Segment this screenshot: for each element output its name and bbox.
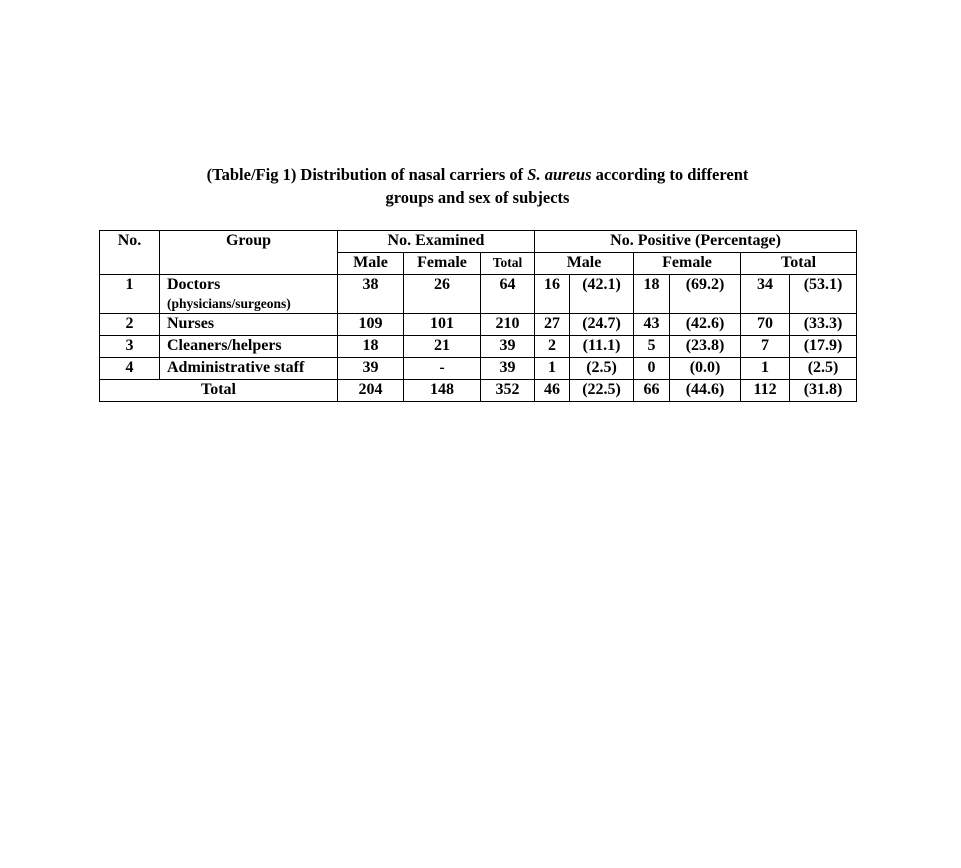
pos-total-pct: (33.3) — [790, 314, 857, 336]
table-row — [100, 358, 857, 380]
ex-female: 21 — [404, 336, 481, 358]
pos-male-count: 2 — [535, 336, 570, 358]
header-no: No. — [100, 231, 160, 275]
ex-total: 39 — [481, 336, 535, 358]
header-row-1 — [100, 231, 857, 253]
pos-female-count: 43 — [634, 314, 670, 336]
total-pos-female-pct: (44.6) — [670, 380, 741, 402]
pos-female-pct: (69.2) — [670, 275, 741, 314]
total-row — [100, 380, 857, 402]
table-row — [100, 275, 857, 314]
row-no: 3 — [100, 336, 160, 358]
pos-total-count: 34 — [741, 275, 790, 314]
pos-female-pct: (0.0) — [670, 358, 741, 380]
header-pos-male: Male — [535, 253, 634, 275]
pos-male-count: 16 — [535, 275, 570, 314]
ex-male: 109 — [338, 314, 404, 336]
pos-female-pct: (42.6) — [670, 314, 741, 336]
caption-suffix: according to different — [591, 165, 749, 184]
ex-total: 64 — [481, 275, 535, 314]
total-pos-male-pct: (22.5) — [570, 380, 634, 402]
header-pos-total: Total — [741, 253, 857, 275]
total-label: Total — [100, 380, 338, 402]
pos-total-count: 1 — [741, 358, 790, 380]
pos-male-pct: (42.1) — [570, 275, 634, 314]
pos-total-pct: (2.5) — [790, 358, 857, 380]
ex-female: - — [404, 358, 481, 380]
ex-male: 38 — [338, 275, 404, 314]
pos-total-count: 7 — [741, 336, 790, 358]
ex-male: 18 — [338, 336, 404, 358]
row-group: Nurses — [160, 314, 338, 336]
pos-male-count: 1 — [535, 358, 570, 380]
ex-female: 101 — [404, 314, 481, 336]
pos-male-pct: (11.1) — [570, 336, 634, 358]
total-ex-female: 148 — [404, 380, 481, 402]
ex-female: 26 — [404, 275, 481, 314]
total-ex-total: 352 — [481, 380, 535, 402]
ex-total: 210 — [481, 314, 535, 336]
row-no: 1 — [100, 275, 160, 314]
total-pos-total-count: 112 — [741, 380, 790, 402]
pos-male-count: 27 — [535, 314, 570, 336]
table-caption — [160, 163, 795, 209]
header-ex-total: Total — [481, 253, 535, 275]
row-no: 4 — [100, 358, 160, 380]
header-pos-female: Female — [634, 253, 741, 275]
total-pos-female-count: 66 — [634, 380, 670, 402]
header-examined: No. Examined — [338, 231, 535, 253]
pos-total-count: 70 — [741, 314, 790, 336]
header-ex-female: Female — [404, 253, 481, 275]
row-group — [160, 275, 338, 314]
header-group: Group — [160, 231, 338, 275]
group-sub-label: (physicians/surgeons) — [167, 296, 291, 311]
row-group: Cleaners/helpers — [160, 336, 338, 358]
pos-total-pct: (17.9) — [790, 336, 857, 358]
pos-female-count: 18 — [634, 275, 670, 314]
pos-total-pct: (53.1) — [790, 275, 857, 314]
total-ex-male: 204 — [338, 380, 404, 402]
pos-female-count: 0 — [634, 358, 670, 380]
table-row — [100, 336, 857, 358]
caption-line2: groups and sex of subjects — [385, 188, 570, 207]
table-row — [100, 314, 857, 336]
carriers-table — [99, 230, 857, 402]
ex-male: 39 — [338, 358, 404, 380]
header-positive: No. Positive (Percentage) — [535, 231, 857, 253]
caption-organism: S. aureus — [527, 165, 592, 184]
caption-prefix: (Table/Fig 1) Distribution of nasal carriers of — [206, 165, 528, 184]
header-ex-male: Male — [338, 253, 404, 275]
pos-female-pct: (23.8) — [670, 336, 741, 358]
total-pos-total-pct: (31.8) — [790, 380, 857, 402]
total-pos-male-count: 46 — [535, 380, 570, 402]
row-group: Administrative staff — [160, 358, 338, 380]
ex-total: 39 — [481, 358, 535, 380]
row-no: 2 — [100, 314, 160, 336]
pos-female-count: 5 — [634, 336, 670, 358]
group-label: Doctors — [167, 276, 221, 293]
pos-male-pct: (24.7) — [570, 314, 634, 336]
pos-male-pct: (2.5) — [570, 358, 634, 380]
